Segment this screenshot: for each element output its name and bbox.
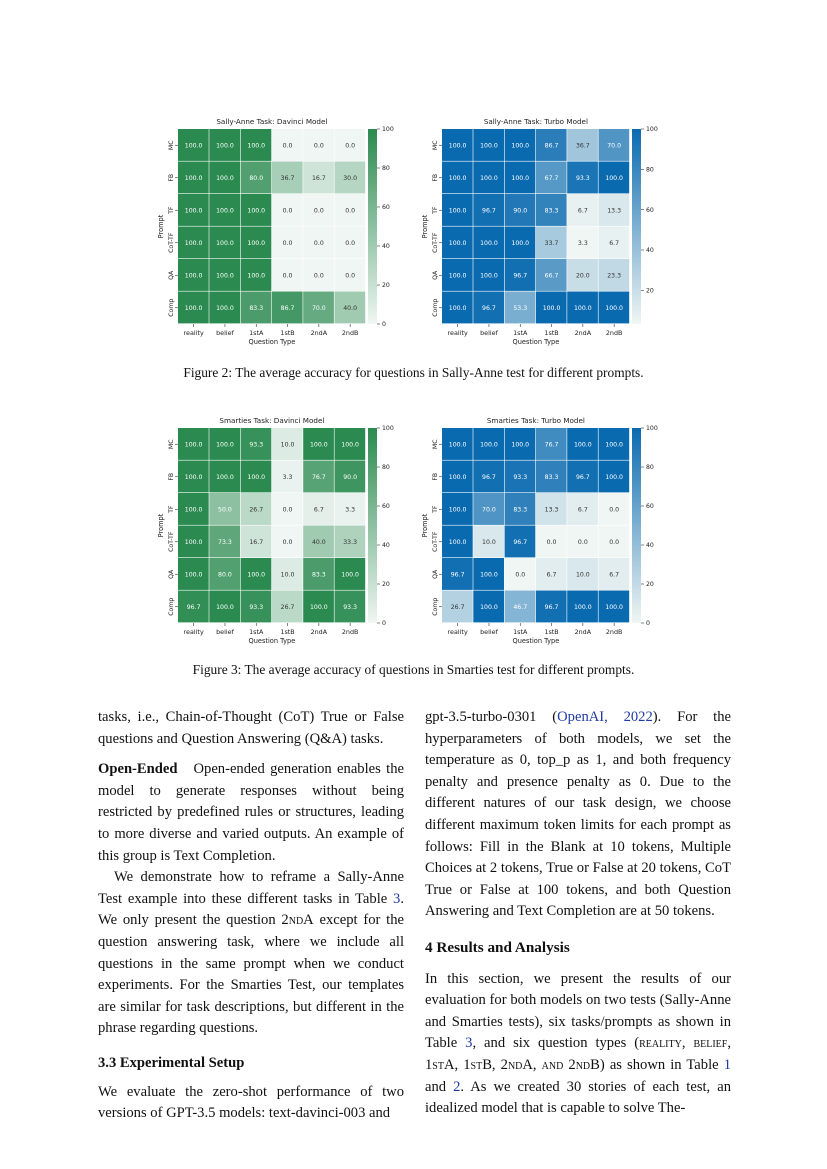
- cell-value-label: 100.0: [448, 175, 467, 183]
- citation-link[interactable]: OpenAI, 2022: [557, 709, 653, 725]
- cell-value-label: 0.0: [313, 272, 324, 280]
- cell-value-label: 0.0: [345, 272, 356, 280]
- y-tick-label: CoT-TF: [432, 232, 439, 253]
- cell-value-label: 100.0: [480, 240, 498, 248]
- x-axis-label: Question Type: [248, 637, 296, 645]
- cell-value-label: 100.0: [216, 272, 234, 280]
- y-tick-label: TF: [168, 206, 175, 214]
- y-tick-label: CoT-TF: [168, 232, 175, 253]
- cell-value-label: 100.0: [184, 474, 203, 482]
- text: and: [425, 1078, 454, 1095]
- colorbar-tick-label: 40: [382, 243, 390, 251]
- x-tick-label: reality: [183, 329, 204, 337]
- cell-value-label: 100.0: [341, 571, 360, 579]
- colorbar-tick-label: 40: [646, 247, 654, 255]
- x-tick-label: belief: [216, 329, 234, 337]
- colorbar-tick-label: 20: [646, 581, 654, 589]
- cell-value-label: 100.0: [184, 539, 203, 547]
- heatmap-chart: [421, 416, 658, 645]
- cell-value-label: 100.0: [309, 604, 328, 612]
- cell-value-label: 96.7: [575, 474, 590, 482]
- cell-value-label: 10.0: [280, 441, 295, 449]
- y-axis-label: Prompt: [421, 513, 429, 538]
- text: . We only present the question: [98, 890, 404, 929]
- cell-value-label: 100.0: [448, 142, 467, 150]
- cell-value-label: 50.0: [218, 506, 232, 514]
- cell-value-label: 3.3: [577, 240, 588, 248]
- colorbar-tick-label: 100: [646, 126, 658, 134]
- cell-value-label: 96.7: [450, 571, 465, 579]
- cell-value-label: 83.3: [544, 474, 559, 482]
- cell-value-label: 100.0: [341, 441, 360, 449]
- cell-value-label: 0.0: [313, 240, 324, 248]
- cell-value-label: 66.7: [544, 272, 559, 280]
- colorbar-tick-label: 60: [382, 503, 390, 511]
- cell-value-label: 83.3: [544, 207, 559, 215]
- x-tick-label: 2ndB: [605, 329, 623, 337]
- cell-value-label: 100.0: [573, 305, 592, 313]
- cell-value-label: 73.3: [218, 539, 232, 547]
- paragraph: tasks, i.e., Chain-of-Thought (CoT) True or False questions and Question Answering (Q&A) tasks.: [98, 709, 404, 747]
- y-tick-label: Comp: [432, 298, 439, 317]
- y-tick-label: CoT-TF: [168, 531, 175, 552]
- cell-value-label: 100.0: [480, 142, 498, 150]
- cell-value-label: 6.7: [313, 506, 324, 514]
- cell-value-label: 80.0: [218, 571, 232, 579]
- colorbar-tick-label: 80: [646, 464, 654, 472]
- cell-value-label: 100.0: [247, 272, 266, 280]
- cell-value-label: 36.7: [575, 142, 590, 150]
- cell-value-label: 100.0: [448, 474, 467, 482]
- cell-value-label: 100.0: [216, 142, 234, 150]
- y-tick-label: FB: [432, 472, 439, 481]
- chart-title: Smarties Task: Turbo Model: [486, 416, 585, 425]
- cell-value-label: 80.0: [249, 175, 264, 183]
- cell-value-label: 33.3: [343, 539, 358, 547]
- cell-value-label: 23.3: [607, 272, 622, 280]
- cell-value-label: 10.0: [280, 571, 295, 579]
- x-tick-label: 1stA: [513, 329, 528, 337]
- text: ) as shown in Table: [599, 1056, 724, 1073]
- cell-value-label: 96.7: [482, 305, 496, 313]
- x-tick-label: 1stB: [280, 628, 295, 636]
- figure-2-caption: Figure 2: The average accuracy for questions in Sally-Anne test for different prompts.: [183, 365, 644, 380]
- section-heading: 4 Results and Analysis: [425, 938, 570, 956]
- text: In this section, we present the results of our evaluation for both models on two tests (Sally-Anne and Smarties tests), six tasks/prompts as shown in Table: [425, 970, 731, 1052]
- cell-value-label: 100.0: [448, 272, 467, 280]
- cell-value-label: 100.0: [247, 571, 266, 579]
- y-tick-label: FB: [432, 173, 439, 182]
- cell-value-label: 100.0: [184, 305, 203, 313]
- cell-value-label: 100.0: [216, 441, 234, 449]
- cell-value-label: 70.0: [607, 142, 622, 150]
- cell-value-label: 100.0: [216, 207, 234, 215]
- cell-value-label: 13.3: [544, 506, 559, 514]
- cell-value-label: 100.0: [511, 240, 530, 248]
- cell-value-label: 0.0: [282, 207, 293, 215]
- y-tick-label: Comp: [168, 597, 175, 616]
- colorbar-tick-label: 100: [646, 425, 658, 433]
- x-tick-label: 1stB: [544, 329, 559, 337]
- cell-value-label: 100.0: [247, 240, 266, 248]
- y-tick-label: MC: [168, 140, 175, 151]
- cell-value-label: 40.0: [343, 305, 358, 313]
- colorbar-tick-label: 60: [646, 503, 654, 511]
- x-tick-label: 1stA: [513, 628, 528, 636]
- y-tick-label: TF: [168, 505, 175, 513]
- y-tick-label: QA: [168, 270, 175, 280]
- colorbar-tick-label: 20: [382, 282, 390, 290]
- heatmap-chart: [421, 117, 658, 346]
- paragraph: [98, 759, 404, 867]
- x-tick-label: belief: [216, 628, 234, 636]
- table-ref-link[interactable]: 1: [723, 1056, 731, 1073]
- cell-value-label: 83.3: [249, 305, 264, 313]
- cell-value-label: 100.0: [184, 506, 203, 514]
- colorbar-tick-label: 20: [382, 581, 390, 589]
- cell-value-label: 0.0: [515, 571, 526, 579]
- question-types: reality, belief, 1stA, 1stB, 2ndA, and 2ndB: [425, 1035, 731, 1073]
- cell-value-label: 93.3: [249, 441, 264, 449]
- cell-value-label: 100.0: [216, 604, 234, 612]
- x-tick-label: 1stB: [544, 628, 559, 636]
- x-tick-label: 2ndA: [574, 329, 592, 337]
- y-tick-label: FB: [168, 472, 175, 481]
- table-ref-link[interactable]: 2: [453, 1078, 461, 1095]
- cell-value-label: 93.3: [575, 175, 590, 183]
- cell-value-label: 26.7: [249, 506, 264, 514]
- colorbar: [368, 129, 377, 324]
- cell-value-label: 6.7: [609, 240, 620, 248]
- x-tick-label: reality: [447, 329, 468, 337]
- cell-value-label: 100.0: [216, 305, 234, 313]
- cell-value-label: 76.7: [311, 474, 326, 482]
- cell-value-label: 100.0: [216, 175, 234, 183]
- cell-value-label: 100.0: [605, 175, 624, 183]
- cell-value-label: 0.0: [577, 539, 588, 547]
- colorbar-tick-label: 100: [382, 126, 394, 134]
- cell-value-label: 100.0: [184, 272, 203, 280]
- text: We demonstrate how to reframe a Sally-Anne Test example into these different tasks in Table: [98, 869, 404, 907]
- cell-value-label: 70.0: [482, 506, 496, 514]
- cell-value-label: 83.3: [513, 506, 528, 514]
- cell-value-label: 100.0: [184, 441, 203, 449]
- question-type: 2ndA: [281, 912, 314, 929]
- text: except for the question answering task, where we include all questions in the same prompt when we conduct experiments. For the Smarties Test, our templates are similar for task descriptions, but different in the phrase regarding questions.: [98, 912, 405, 1037]
- cell-value-label: 30.0: [343, 175, 358, 183]
- cell-value-label: 90.0: [513, 207, 528, 215]
- y-axis-label: Prompt: [157, 214, 165, 239]
- y-tick-label: QA: [168, 569, 175, 579]
- cell-value-label: 0.0: [313, 207, 324, 215]
- cell-value-label: 70.0: [311, 305, 326, 313]
- cell-value-label: 0.0: [282, 240, 293, 248]
- cell-value-label: 100.0: [511, 441, 530, 449]
- cell-value-label: 0.0: [345, 240, 356, 248]
- cell-value-label: 100.0: [480, 175, 498, 183]
- figure-3-caption: Figure 3: The average accuracy of questions in Smarties test for different prompts.: [192, 662, 635, 677]
- cell-value-label: 100.0: [605, 305, 624, 313]
- colorbar-tick-label: 60: [646, 206, 654, 214]
- cell-value-label: 26.7: [450, 604, 465, 612]
- cell-value-label: 96.7: [544, 604, 559, 612]
- cell-value-label: 67.7: [544, 175, 559, 183]
- cell-value-label: 96.7: [513, 272, 528, 280]
- cell-value-label: 10.0: [482, 539, 496, 547]
- cell-value-label: 6.7: [577, 506, 588, 514]
- x-tick-label: 2ndB: [605, 628, 623, 636]
- cell-value-label: 100.0: [448, 441, 467, 449]
- cell-value-label: 0.0: [609, 506, 620, 514]
- colorbar-tick-label: 80: [382, 165, 390, 173]
- colorbar-tick-label: 60: [382, 204, 390, 212]
- cell-value-label: 10.0: [575, 571, 590, 579]
- x-tick-label: 2ndB: [341, 329, 359, 337]
- cell-value-label: 100.0: [573, 441, 592, 449]
- cell-value-label: 6.7: [609, 571, 620, 579]
- cell-value-label: 96.7: [513, 539, 528, 547]
- table-ref-link[interactable]: 3: [393, 890, 401, 907]
- table-ref-link[interactable]: 3: [465, 1035, 473, 1052]
- cell-value-label: 40.0: [311, 539, 326, 547]
- text: ). For the hyperparameters of both models, we set the temperature as 0, top_p as 1, and both frequency penalty and presence penalty as 0. Due to the different natures of our task design, we choose different maximum token limits for each prompt as follows: Fill in the Blank at 10 tokens, Multiple Choices at 2 tokens, True or False at 20 tokens, CoT True or False at 100 tokens, and both Question Answering and Text Completion are at 50 tokens.: [425, 709, 731, 920]
- cell-value-label: 53.3: [513, 305, 528, 313]
- section-heading: 3.3 Experimental Setup: [98, 1054, 245, 1071]
- x-tick-label: 1stB: [280, 329, 295, 337]
- chart-title: Sally-Anne Task: Davinci Model: [216, 117, 328, 126]
- cell-value-label: 0.0: [282, 272, 293, 280]
- x-tick-label: reality: [447, 628, 468, 636]
- cell-value-label: 100.0: [184, 571, 203, 579]
- cell-value-label: 86.7: [544, 142, 559, 150]
- x-tick-label: 2ndA: [574, 628, 592, 636]
- y-tick-label: Comp: [168, 298, 175, 317]
- y-tick-label: QA: [432, 569, 439, 579]
- cell-value-label: 100.0: [480, 272, 498, 280]
- text: , and six question types (: [472, 1035, 640, 1052]
- x-axis-label: Question Type: [248, 338, 296, 346]
- y-tick-label: TF: [432, 206, 439, 214]
- right-column: [425, 707, 731, 1120]
- cell-value-label: 0.0: [282, 142, 293, 150]
- cell-value-label: 93.3: [343, 604, 358, 612]
- y-tick-label: CoT-TF: [432, 531, 439, 552]
- x-tick-label: 1stA: [249, 628, 264, 636]
- colorbar-tick-label: 40: [382, 542, 390, 550]
- colorbar-tick-label: 80: [646, 166, 654, 174]
- x-axis-label: Question Type: [512, 637, 560, 645]
- y-tick-label: TF: [432, 505, 439, 513]
- paragraph-lead: Open-Ended: [98, 761, 178, 778]
- colorbar: [368, 428, 377, 623]
- cell-value-label: 0.0: [546, 539, 557, 547]
- cell-value-label: 93.3: [249, 604, 264, 612]
- cell-value-label: 96.7: [482, 207, 496, 215]
- cell-value-label: 0.0: [345, 207, 356, 215]
- cell-value-label: 100.0: [309, 441, 328, 449]
- colorbar: [632, 428, 641, 623]
- x-tick-label: belief: [480, 329, 498, 337]
- cell-value-label: 100.0: [448, 506, 467, 514]
- cell-value-label: 100.0: [511, 142, 530, 150]
- cell-value-label: 100.0: [448, 207, 467, 215]
- colorbar-tick-label: 0: [382, 321, 386, 329]
- cell-value-label: 0.0: [282, 539, 293, 547]
- cell-value-label: 100.0: [573, 604, 592, 612]
- cell-value-label: 36.7: [280, 175, 295, 183]
- cell-value-label: 33.7: [544, 240, 559, 248]
- y-tick-label: FB: [168, 173, 175, 182]
- colorbar-tick-label: 40: [646, 542, 654, 550]
- cell-value-label: 100.0: [480, 571, 498, 579]
- cell-value-label: 26.7: [280, 604, 295, 612]
- y-tick-label: MC: [432, 140, 439, 151]
- cell-value-label: 100.0: [605, 441, 624, 449]
- cell-value-label: 96.7: [186, 604, 201, 612]
- cell-value-label: 6.7: [546, 571, 557, 579]
- x-tick-label: reality: [183, 628, 204, 636]
- colorbar-tick-label: 20: [646, 287, 654, 295]
- x-tick-label: belief: [480, 628, 498, 636]
- cell-value-label: 0.0: [282, 506, 293, 514]
- y-tick-label: MC: [168, 439, 175, 450]
- heatmap-chart: [157, 416, 394, 645]
- cell-value-label: 100.0: [448, 539, 467, 547]
- x-tick-label: 2ndA: [310, 628, 328, 636]
- cell-value-label: 90.0: [343, 474, 358, 482]
- cell-value-label: 0.0: [609, 539, 620, 547]
- cell-value-label: 0.0: [313, 142, 324, 150]
- paragraph: [425, 969, 731, 1120]
- cell-value-label: 93.3: [513, 474, 528, 482]
- cell-value-label: 100.0: [448, 240, 467, 248]
- y-tick-label: Comp: [432, 597, 439, 616]
- x-axis-label: Question Type: [512, 338, 560, 346]
- cell-value-label: 0.0: [345, 142, 356, 150]
- chart-title: Smarties Task: Davinci Model: [219, 416, 325, 425]
- cell-value-label: 100.0: [247, 474, 266, 482]
- cell-value-label: 3.3: [282, 474, 293, 482]
- cell-value-label: 100.0: [184, 240, 203, 248]
- cell-value-label: 46.7: [513, 604, 528, 612]
- cell-value-label: 100.0: [216, 474, 234, 482]
- x-tick-label: 2ndB: [341, 628, 359, 636]
- cell-value-label: 100.0: [247, 207, 266, 215]
- chart-title: Sally-Anne Task: Turbo Model: [483, 117, 588, 126]
- cell-value-label: 6.7: [577, 207, 588, 215]
- cell-value-label: 100.0: [448, 305, 467, 313]
- paragraph: [98, 867, 404, 1040]
- cell-value-label: 3.3: [345, 506, 356, 514]
- colorbar-tick-label: 100: [382, 425, 394, 433]
- cell-value-label: 83.3: [311, 571, 326, 579]
- y-tick-label: QA: [432, 270, 439, 280]
- cell-value-label: 100.0: [184, 175, 203, 183]
- x-tick-label: 2ndA: [310, 329, 328, 337]
- cell-value-label: 100.0: [542, 305, 561, 313]
- cell-value-label: 76.7: [544, 441, 559, 449]
- cell-value-label: 16.7: [249, 539, 264, 547]
- colorbar-tick-label: 0: [382, 620, 386, 628]
- colorbar-tick-label: 0: [646, 620, 650, 628]
- cell-value-label: 100.0: [184, 207, 203, 215]
- x-tick-label: 1stA: [249, 329, 264, 337]
- cell-value-label: 13.3: [607, 207, 622, 215]
- cell-value-label: 100.0: [480, 604, 498, 612]
- cell-value-label: 100.0: [247, 142, 266, 150]
- text: . As we created 30 stories of each test, an idealized model that is capable to solve The-: [425, 1078, 731, 1117]
- cell-value-label: 100.0: [184, 142, 203, 150]
- cell-value-label: 96.7: [482, 474, 496, 482]
- paragraph-text: Open-ended generation enables the model to generate responses without being restricted by predefined rules or structures, leading to more diverse and varied outputs. An example of this group is Text Completion.: [98, 761, 404, 864]
- y-axis-label: Prompt: [421, 214, 429, 239]
- paragraph: We evaluate the zero-shot performance of two versions of GPT-3.5 models: text-davinci-003 and: [98, 1083, 404, 1122]
- text: gpt-3.5-turbo-0301 (: [425, 709, 558, 725]
- y-tick-label: MC: [432, 439, 439, 450]
- cell-value-label: 100.0: [605, 604, 624, 612]
- left-column: [98, 707, 404, 1125]
- cell-value-label: 100.0: [216, 240, 234, 248]
- cell-value-label: 16.7: [311, 175, 326, 183]
- cell-value-label: 100.0: [480, 441, 498, 449]
- cell-value-label: 20.0: [575, 272, 590, 280]
- y-axis-label: Prompt: [157, 513, 165, 538]
- cell-value-label: 100.0: [511, 175, 530, 183]
- heatmap-chart: [157, 117, 394, 346]
- cell-value-label: 86.7: [280, 305, 295, 313]
- paragraph: [425, 707, 731, 923]
- colorbar-tick-label: 80: [382, 464, 390, 472]
- colorbar: [632, 129, 641, 324]
- cell-value-label: 100.0: [605, 474, 624, 482]
